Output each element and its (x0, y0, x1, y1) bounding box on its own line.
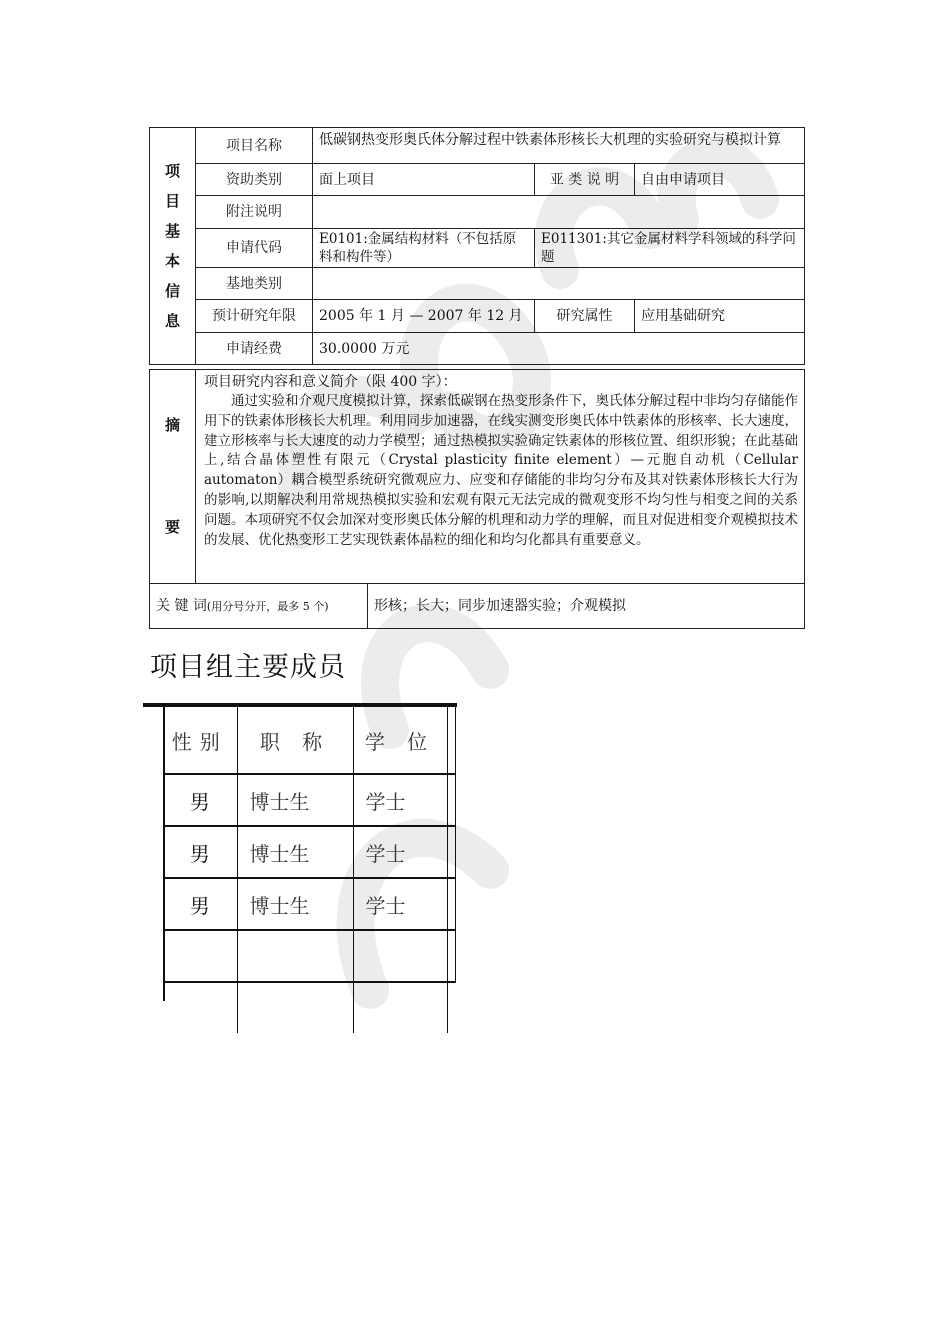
basic-info-table (149, 127, 805, 365)
header-title: 职 称 (237, 707, 353, 774)
members-left-edge (143, 703, 165, 1001)
member-title: 博士生 (237, 774, 353, 826)
header-gender: 性别 (163, 707, 237, 774)
funding-type-value: 面上项目 (313, 164, 535, 196)
abstract-body: 通过实验和介观尺度模拟计算，探索低碳钢在热变形条件下，奥氏体分解过程中非均匀存储能作用下的铁素体形核长大机理。利用同步加速器，在线实测变形奥氏体中铁素体的形核率、长大速度，建立形核率与长大速度的动力学模型；通过热模拟实验确定铁素体的形核位置、组织形貌；在此基础上,结合晶体塑性有限元（Crystal plasticity finite element）—元胞自动机（Cellular automaton）耦合模型系统研究微观应力、应变和存储能的非均匀分布及其对铁素体形核长大行为的影响,以期解决利用常规热模拟实验和宏观有限元无法完成的微观变形不均匀性与相变之间的关系问题。本项研究不仅会加深对变形奥氏体分解的机理和动力学的理解，而且对促进相变介观模拟技术的发展、优化热变形工艺实现铁素体晶粒的细化和均匀化都具有重要意义。 (204, 393, 799, 548)
basic-info-side-label: 项 目 基 本 信 息 (150, 128, 196, 365)
abstract-table (149, 369, 805, 629)
member-gender (163, 930, 237, 982)
member-degree (353, 982, 447, 1033)
budget-label: 申请经费 (196, 333, 313, 365)
code-secondary: E011301:其它金属材料学科领域的科学问题 (535, 229, 805, 268)
attribute-value: 应用基础研究 (635, 300, 805, 333)
abstract-side-bottom: 要 (164, 518, 180, 536)
period-label: 预计研究年限 (196, 300, 313, 333)
keywords-label: 关 键 词 (156, 597, 207, 614)
member-gender: 男 (163, 826, 237, 878)
member-degree (353, 930, 447, 982)
project-name-label: 项目名称 (196, 128, 313, 164)
code-primary: E0101:金属结构材料（不包括原料和构件等） (313, 229, 535, 268)
table-row (163, 930, 455, 982)
attribute-label: 研究属性 (535, 300, 635, 333)
base-label: 基地类别 (196, 268, 313, 300)
code-label: 申请代码 (196, 229, 313, 268)
members-header-row (163, 707, 455, 774)
header-degree: 学 位 (353, 707, 447, 774)
member-degree: 学士 (353, 774, 447, 826)
budget-value: 30.0000 万元 (313, 333, 805, 365)
note-label: 附注说明 (196, 196, 313, 229)
keywords-label-cell (150, 584, 368, 629)
abstract-title: 项目研究内容和意义简介（限 400 字）： (204, 374, 457, 390)
abstract-content (196, 370, 805, 584)
base-value (313, 268, 805, 300)
project-name-value: 低碳钢热变形奥氏体分解过程中铁素体形核长大机理的实验研究与模拟计算 (313, 128, 805, 164)
member-degree: 学士 (353, 826, 447, 878)
member-title (237, 982, 353, 1033)
subtype-value: 自由申请项目 (635, 164, 805, 196)
member-title: 博士生 (237, 878, 353, 930)
abstract-side-label (150, 370, 196, 584)
member-degree: 学士 (353, 878, 447, 930)
keywords-value: 形核；长大；同步加速器实验；介观模拟 (368, 584, 805, 629)
funding-type-label: 资助类别 (196, 164, 313, 196)
keywords-hint: (用分号分开，最多 5 个) (206, 599, 329, 613)
members-section-title: 项目组主要成员 (150, 652, 346, 683)
note-value (313, 196, 805, 229)
subtype-label: 亚 类 说 明 (535, 164, 635, 196)
table-row (163, 982, 455, 1033)
abstract-side-top: 摘 (164, 416, 180, 434)
table-row (163, 878, 455, 930)
table-row (163, 774, 455, 826)
members-table (163, 707, 456, 1033)
member-title (237, 930, 353, 982)
table-row (163, 826, 455, 878)
member-gender (163, 982, 237, 1033)
member-gender: 男 (163, 774, 237, 826)
member-title: 博士生 (237, 826, 353, 878)
period-value: 2005 年 1 月 — 2007 年 12 月 (313, 300, 535, 333)
member-gender: 男 (163, 878, 237, 930)
